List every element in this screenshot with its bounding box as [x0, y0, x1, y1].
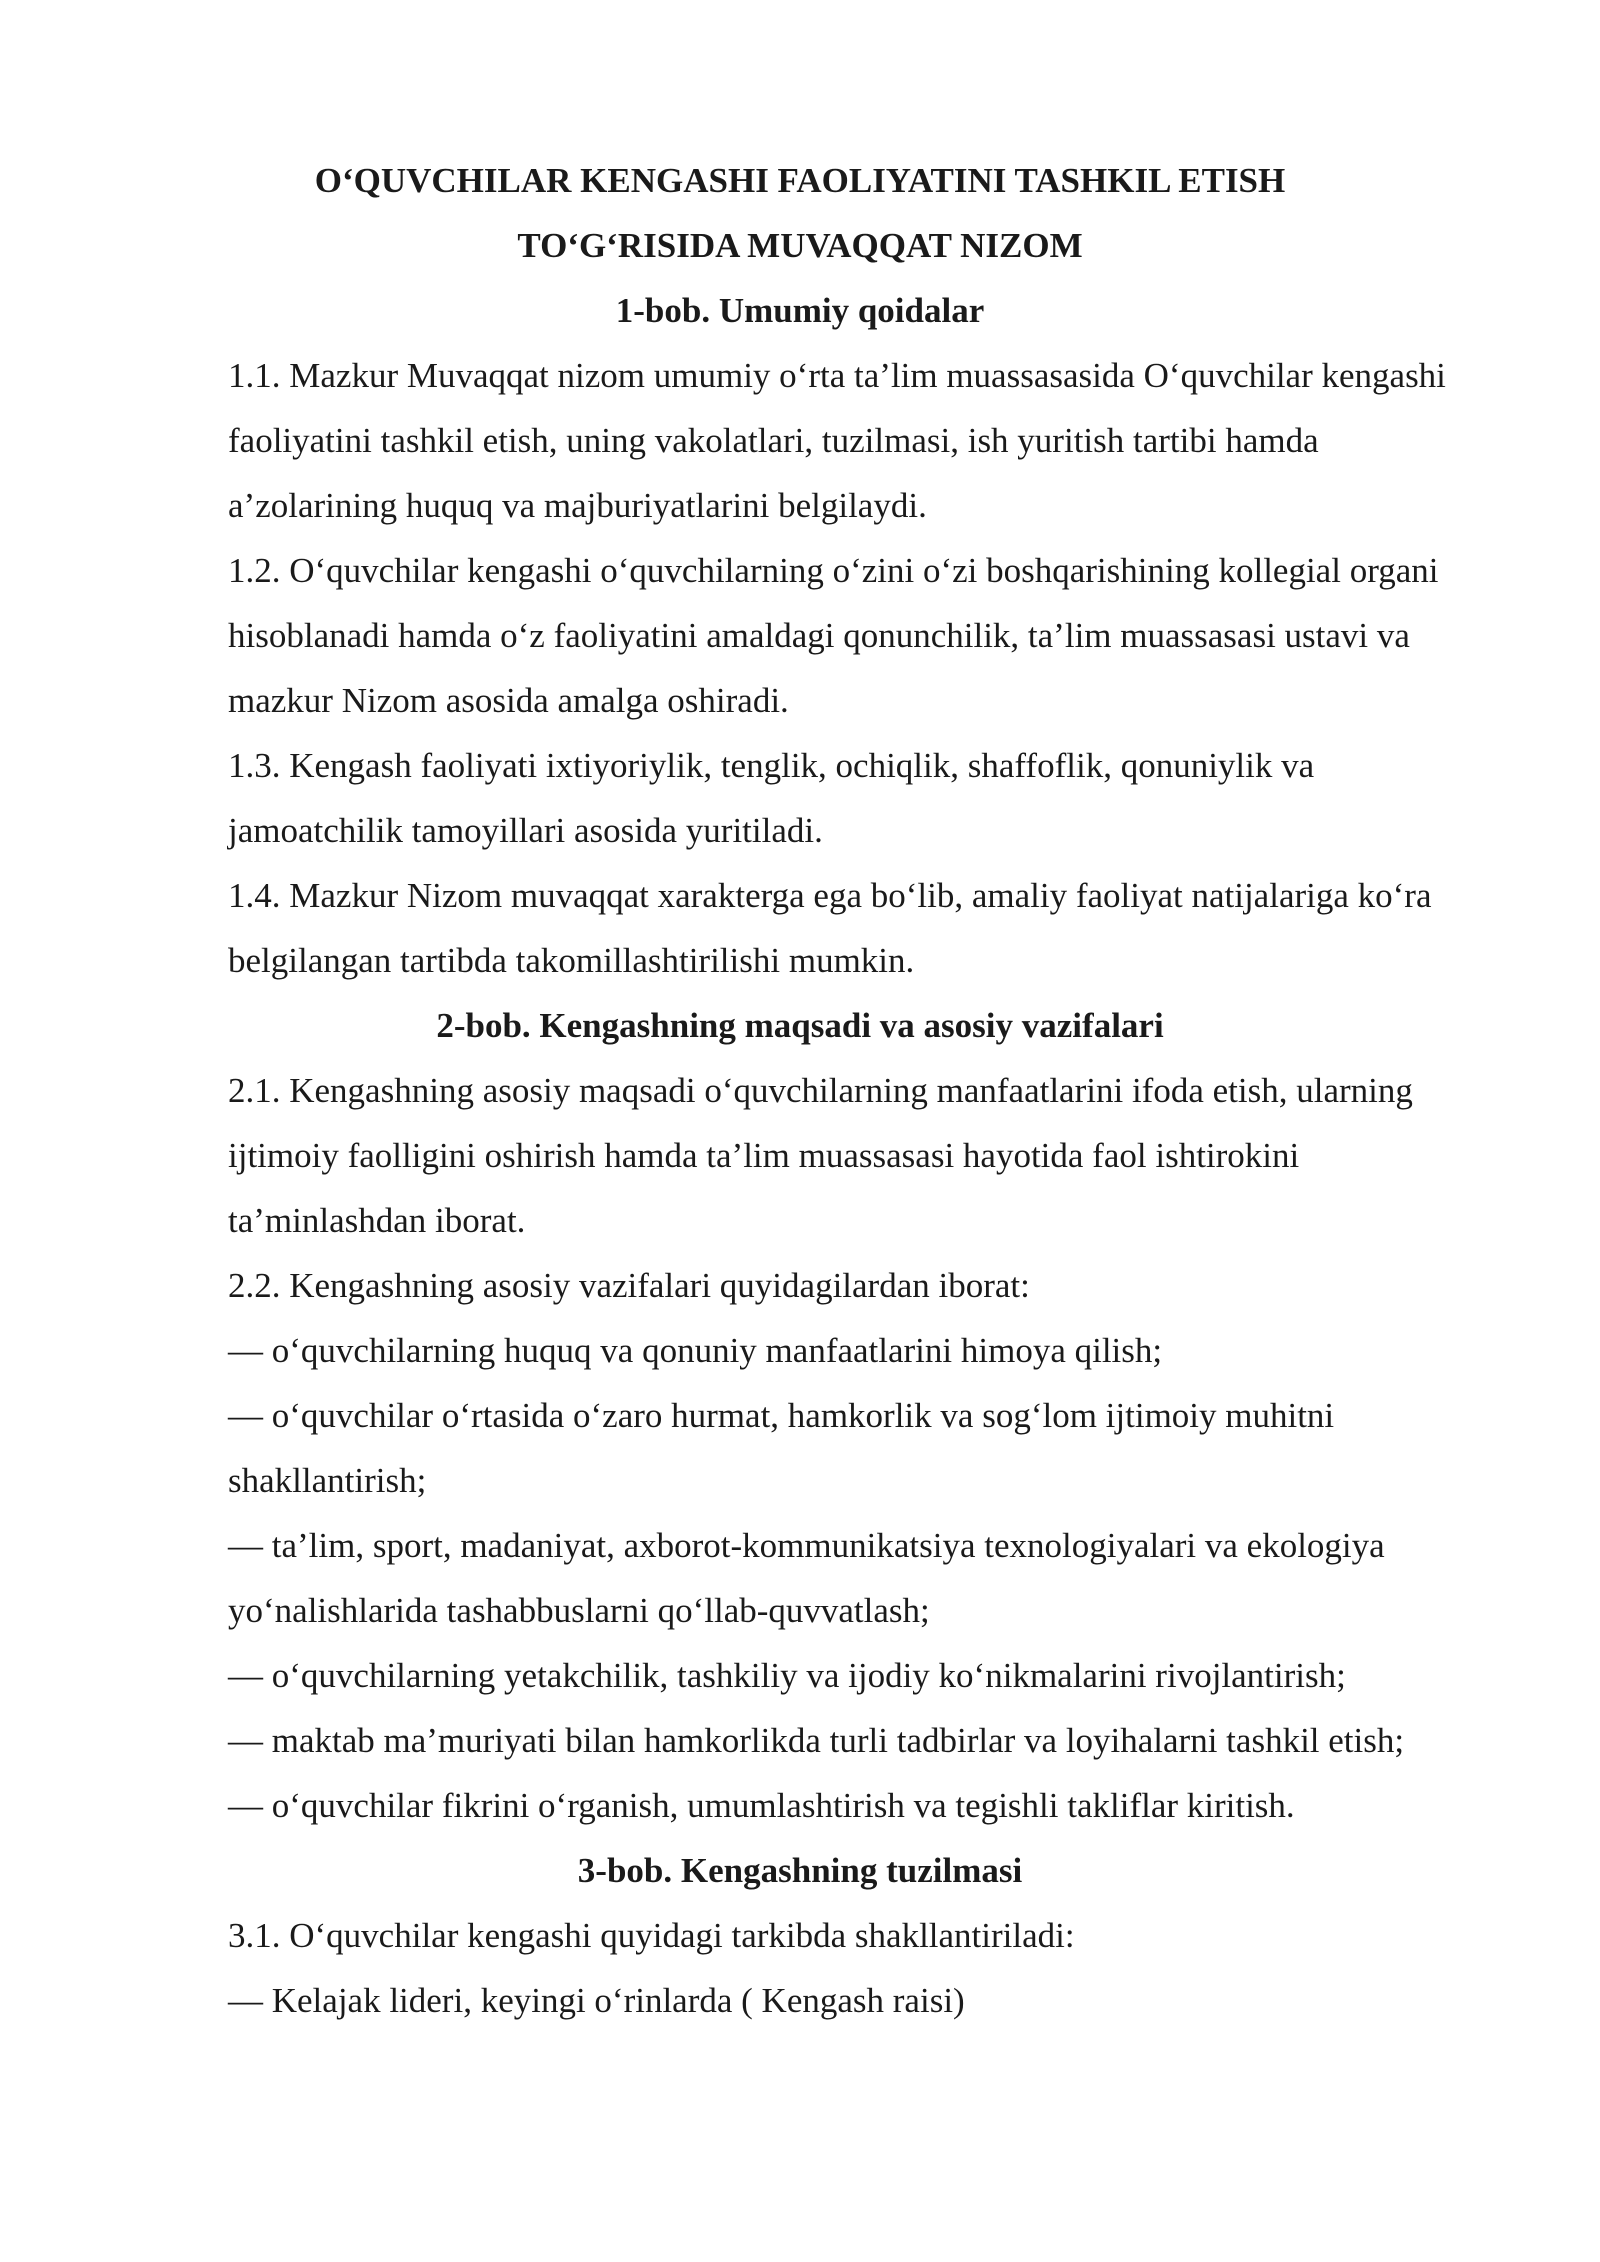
list-item: — Kelajak lideri, keyingi o‘rinlarda ( Kengash raisi)	[228, 1981, 965, 2020]
paragraph-1-2: 1.2. O‘quvchilar kengashi o‘quvchilarning o‘zini o‘zi boshqarishining kollegial organi hisoblanadi hamda o‘z faoliyatini amaldagi qonunchilik, ta’lim muassasasi ustavi va mazkur Nizom asosida amalga oshiradi.	[228, 551, 1439, 720]
document-title-line-1: O‘QUVCHILAR KENGASHI FAOLIYATINI TASHKIL ETISH	[314, 161, 1286, 200]
paragraph-1-3: 1.3. Kengash faoliyati ixtiyoriylik, tenglik, ochiqlik, shaffoflik, qonuniylik va jamoatchilik tamoyillari asosida yuritiladi.	[228, 746, 1315, 850]
document-title-line-2: TO‘G‘RISIDA MUVAQQAT NIZOM	[517, 226, 1083, 265]
list-item: — o‘quvchilarning huquq va qonuniy manfaatlarini himoya qilish;	[228, 1331, 1163, 1370]
list-item: — o‘quvchilarning yetakchilik, tashkiliy va ijodiy ko‘nikmalarini rivojlantirish;	[228, 1656, 1346, 1695]
list-item: — o‘quvchilar fikrini o‘rganish, umumlashtirish va tegishli takliflar kiritish.	[228, 1786, 1295, 1825]
chapter-2-heading: 2-bob. Kengashning maqsadi va asosiy vazifalari	[436, 1006, 1164, 1045]
paragraph-1-4: 1.4. Mazkur Nizom muvaqqat xarakterga ega bo‘lib, amaliy faoliyat natijalariga ko‘ra belgilangan tartibda takomillashtirilishi mumkin.	[228, 876, 1432, 980]
list-item: — maktab ma’muriyati bilan hamkorlikda turli tadbirlar va loyihalarni tashkil etish;	[228, 1721, 1405, 1760]
list-item: — o‘quvchilar o‘rtasida o‘zaro hurmat, hamkorlik va sog‘lom ijtimoiy muhitni shakllantirish;	[228, 1396, 1335, 1500]
chapter-3-heading: 3-bob. Kengashning tuzilmasi	[577, 1851, 1023, 1890]
list-item: — ta’lim, sport, madaniyat, axborot-kommunikatsiya texnologiyalari va ekologiya yo‘nalishlarida tashabbuslarni qo‘llab-quvvatlash;	[228, 1526, 1385, 1630]
paragraph-3-1: 3.1. O‘quvchilar kengashi quyidagi tarkibda shakllantiriladi:	[228, 1916, 1075, 1955]
paragraph-2-1: 2.1. Kengashning asosiy maqsadi o‘quvchilarning manfaatlarini ifoda etish, ularning ijtimoiy faolligini oshirish hamda ta’lim muassasasi hayotida faol ishtirokini ta’minlashdan iborat.	[228, 1071, 1413, 1240]
chapter-1-heading: 1-bob. Umumiy qoidalar	[615, 291, 985, 330]
paragraph-2-2: 2.2. Kengashning asosiy vazifalari quyidagilardan iborat:	[228, 1266, 1030, 1305]
paragraph-1-1: 1.1. Mazkur Muvaqqat nizom umumiy o‘rta ta’lim muassasasida O‘quvchilar kengashi faoliyatini tashkil etish, uning vakolatlari, tuzilmasi, ish yuritish tartibi hamda a’zolarining huquq va majburiyatlarini belgilaydi.	[228, 356, 1446, 525]
